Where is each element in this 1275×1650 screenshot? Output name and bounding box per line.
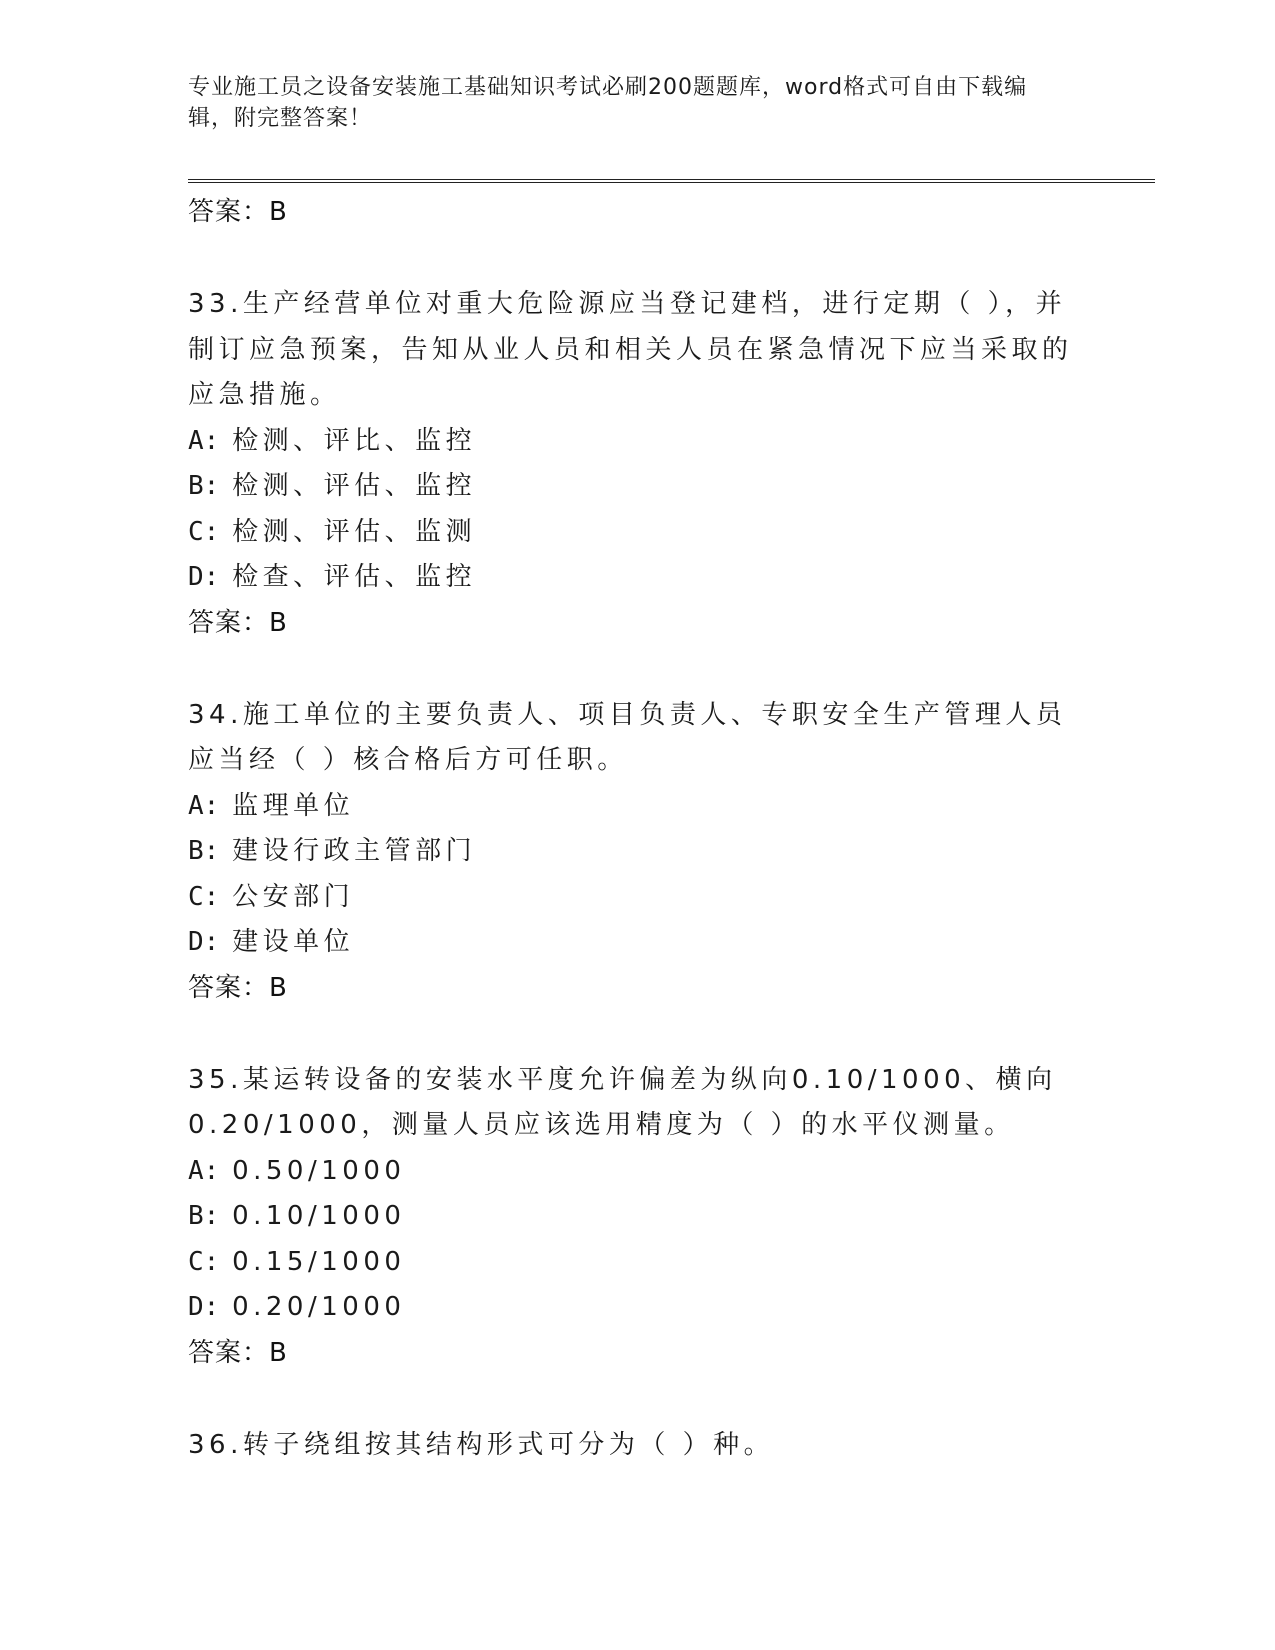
option-b bbox=[188, 829, 1088, 875]
option-key: B: bbox=[188, 471, 220, 501]
option-text: 检测、评估、监控 bbox=[232, 471, 477, 501]
option-b bbox=[188, 464, 1088, 510]
option-d bbox=[188, 920, 1088, 966]
option-text: 0.20/1000 bbox=[232, 1292, 406, 1322]
option-text: 0.15/1000 bbox=[232, 1246, 406, 1277]
option-key: D: bbox=[188, 927, 220, 957]
option-key: C: bbox=[188, 1246, 220, 1277]
option-c bbox=[188, 1240, 1088, 1286]
option-text: 监理单位 bbox=[232, 790, 355, 821]
answer-line: 答案：B bbox=[188, 607, 288, 638]
option-text: 建设行政主管部门 bbox=[232, 836, 477, 866]
question-stem: 36.转子绕组按其结构形式可分为（ ）种。 bbox=[188, 1429, 775, 1460]
page-header: 专业施工员之设备安装施工基础知识考试必刷200题题库，word格式可自由下载编辑，附完整答案！ bbox=[188, 75, 1028, 131]
answer-line: 答案：B bbox=[188, 197, 288, 227]
option-text: 0.10/1000 bbox=[232, 1201, 406, 1231]
option-text: 建设单位 bbox=[232, 927, 355, 957]
option-d bbox=[188, 1285, 1088, 1331]
question-33 bbox=[188, 282, 1088, 645]
option-key: A: bbox=[188, 1155, 220, 1186]
question-35 bbox=[188, 1058, 1088, 1375]
option-key: B: bbox=[188, 1201, 220, 1231]
question-stem: 35.某运转设备的安装水平度允许偏差为纵向0.10/1000、横向0.20/1000，测量人员应该选用精度为（ ）的水平仪测量。 bbox=[188, 1064, 1057, 1140]
option-key: C: bbox=[188, 881, 220, 912]
option-key: C: bbox=[188, 516, 220, 547]
question-stem: 34.施工单位的主要负责人、项目负责人、专职安全生产管理人员应当经（ ）核合格后方可任职。 bbox=[188, 699, 1067, 775]
option-text: 0.50/1000 bbox=[232, 1155, 406, 1186]
answer-line: 答案：B bbox=[188, 1337, 288, 1368]
option-b bbox=[188, 1194, 1088, 1240]
option-text: 检测、评估、监测 bbox=[232, 516, 477, 547]
document-body bbox=[188, 190, 1088, 1468]
option-key: B: bbox=[188, 836, 220, 866]
option-key: A: bbox=[188, 425, 220, 456]
answer-line: 答案：B bbox=[188, 972, 288, 1003]
option-a bbox=[188, 784, 1088, 830]
option-c bbox=[188, 510, 1088, 556]
option-key: A: bbox=[188, 790, 220, 821]
option-a bbox=[188, 419, 1088, 465]
option-key: D: bbox=[188, 1292, 220, 1322]
option-key: D: bbox=[188, 562, 220, 592]
header-divider bbox=[188, 179, 1155, 183]
option-a bbox=[188, 1149, 1088, 1195]
question-36 bbox=[188, 1423, 1088, 1469]
option-c bbox=[188, 875, 1088, 921]
question-34 bbox=[188, 693, 1088, 1010]
option-d bbox=[188, 555, 1088, 601]
option-text: 检测、评比、监控 bbox=[232, 425, 477, 456]
option-text: 检查、评估、监控 bbox=[232, 562, 477, 592]
question-stem: 33.生产经营单位对重大危险源应当登记建档，进行定期（ ），并制订应急预案，告知从业人员和相关人员在紧急情况下应当采取的应急措施。 bbox=[188, 289, 1073, 410]
option-text: 公安部门 bbox=[232, 881, 355, 912]
